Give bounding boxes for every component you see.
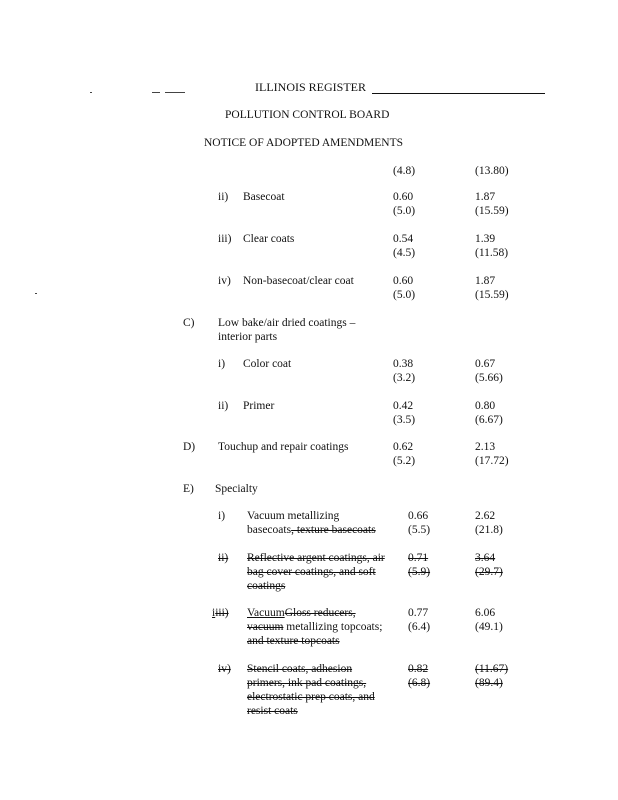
value-cell: (4.8) [393, 165, 416, 177]
value-cell: 6.06 [475, 607, 496, 619]
register-underline [372, 93, 545, 94]
value-cell: (5.0) [393, 205, 416, 217]
value-cell: (5.2) [393, 455, 416, 467]
value-cell: 0.60 [393, 275, 414, 287]
section-heading: interior parts [218, 331, 278, 343]
section-letter: C) [183, 317, 195, 329]
value-cell: 0.54 [393, 233, 414, 245]
deleted-value: (29.7) [475, 566, 503, 578]
value-cell: (4.5) [393, 247, 416, 259]
item-label [247, 607, 356, 620]
item-number: i) [218, 358, 226, 370]
value-cell: 0.67 [475, 358, 496, 370]
item-number: iii) [218, 233, 232, 245]
deleted-value: (11.67) [475, 663, 509, 675]
item-number [212, 607, 229, 620]
value-cell: (5.0) [393, 289, 416, 301]
value-cell: (49.1) [475, 621, 503, 633]
value-cell: 0.42 [393, 400, 414, 412]
item-label: Vacuum metallizing [247, 510, 340, 522]
deleted-text: Stencil coats, adhesion [247, 663, 353, 675]
deleted-value: (89.4) [475, 677, 503, 689]
item-number: ii) [218, 400, 229, 412]
scan-speck [90, 92, 92, 93]
deleted-value: (5.9) [408, 566, 431, 578]
value-cell: 0.77 [408, 607, 429, 619]
value-cell: (6.4) [408, 621, 431, 633]
value-cell: 2.13 [475, 441, 496, 453]
deleted-value: 0.71 [408, 552, 429, 564]
item-text: basecoats [247, 524, 292, 536]
deleted-text: primers, ink pad coatings, [247, 677, 367, 689]
deleted-item-number: iv) [218, 663, 231, 675]
inserted-text: Vacuum [247, 607, 285, 619]
deleted-item-number: ii) [218, 552, 229, 564]
item-label: Basecoat [243, 191, 285, 203]
item-label: Primer [243, 400, 275, 412]
inserted-text: i [212, 607, 216, 619]
deleted-text: Reflective argent coatings, air [247, 552, 385, 564]
value-cell: (15.59) [475, 205, 509, 217]
value-cell: (6.67) [475, 414, 503, 426]
value-cell: 1.39 [475, 233, 496, 245]
item-number: i) [218, 510, 226, 522]
deleted-value: (6.8) [408, 677, 431, 689]
deleted-text: resist coats [247, 705, 298, 717]
value-cell: (11.58) [475, 247, 509, 259]
deleted-text: and texture topcoats [247, 635, 340, 647]
deleted-text: coatings [247, 580, 286, 592]
section-letter: D) [183, 441, 196, 453]
notice-title: NOTICE OF ADOPTED AMENDMENTS [204, 137, 404, 149]
deleted-text: vacuum [247, 621, 284, 633]
deleted-text: bag cover coatings, and soft [247, 566, 376, 578]
value-cell: 0.38 [393, 358, 414, 370]
item-label: Color coat [243, 358, 292, 370]
section-letter: E) [183, 483, 194, 495]
value-cell: (3.5) [393, 414, 416, 426]
scan-speck [35, 293, 37, 294]
value-cell: 1.87 [475, 275, 496, 287]
deleted-text: iii) [215, 607, 229, 619]
item-label: Non-basecoat/clear coat [243, 275, 354, 287]
scan-speck [152, 92, 160, 93]
deleted-text: Gloss reducers, [284, 607, 356, 619]
deleted-value: 0.82 [408, 663, 429, 675]
value-cell: 0.80 [475, 400, 496, 412]
section-heading: Specialty [215, 483, 258, 495]
value-cell: (15.59) [475, 289, 509, 301]
section-heading: Low bake/air dried coatings – [218, 317, 356, 329]
value-cell: (5.5) [408, 524, 431, 536]
value-cell: (21.8) [475, 524, 503, 536]
value-cell: 0.60 [393, 191, 414, 203]
value-cell: (13.80) [475, 165, 509, 177]
item-label [247, 524, 376, 537]
deleted-text: , texture basecoats [291, 524, 376, 536]
item-text: metallizing topcoats; [283, 621, 383, 633]
value-cell: 1.87 [475, 191, 496, 203]
section-heading: Touchup and repair coatings [218, 441, 349, 453]
item-label: Clear coats [243, 233, 295, 245]
item-number: iv) [218, 275, 231, 287]
deleted-text: electrostatic prep coats, and [247, 691, 375, 703]
board-title: POLLUTION CONTROL BOARD [225, 109, 390, 121]
scan-speck [165, 92, 185, 93]
value-cell: 2.62 [475, 510, 496, 522]
deleted-value: 3.64 [475, 552, 496, 564]
value-cell: (3.2) [393, 372, 416, 384]
item-number: ii) [218, 191, 229, 203]
value-cell: (17.72) [475, 455, 509, 467]
value-cell: 0.62 [393, 441, 414, 453]
register-title: ILLINOIS REGISTER [255, 80, 366, 94]
value-cell: (5.66) [475, 372, 503, 384]
value-cell: 0.66 [408, 510, 429, 522]
item-label [247, 621, 382, 634]
